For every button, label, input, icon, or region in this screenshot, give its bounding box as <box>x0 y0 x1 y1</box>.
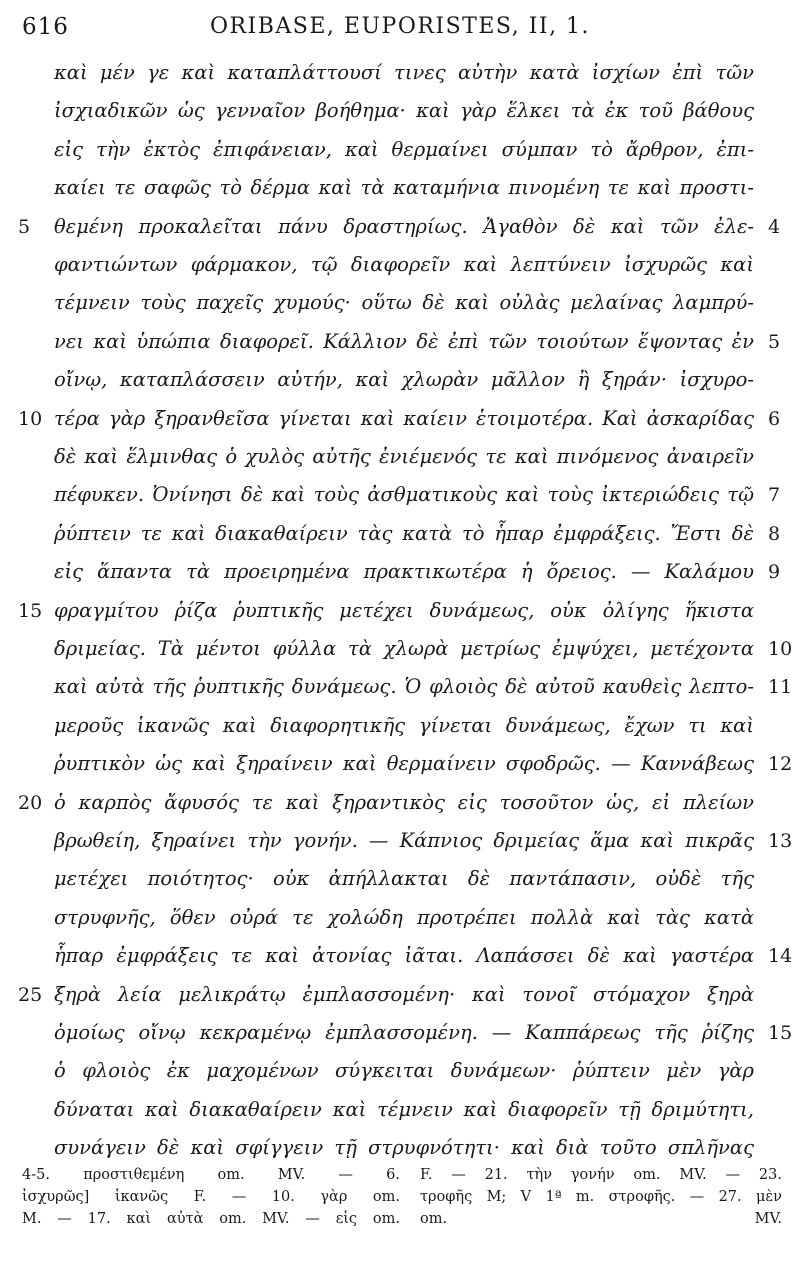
text-line <box>0 592 800 630</box>
line-text: καὶ μέν γε καὶ καταπλάττουσί τινες αὐτὴν κατὰ ἰσχίων ἐπὶ τῶν <box>54 61 754 84</box>
footnote-line: M. — 17. καὶ αὐτὰ om. MV. — εἰς om. <box>22 1211 400 1227</box>
line-text: μετέχει ποιότητος· οὐκ ἀπήλλακται δὲ παντάπασιν, οὐδὲ τῆς <box>54 867 754 891</box>
line-text: δὲ καὶ ἕλμινθας ὁ χυλὸς αὐτῆς ἐνιέμενός τε καὶ πινόμενος ἀναιρεῖν <box>54 445 754 468</box>
section-number: 13 <box>768 830 793 852</box>
text-line <box>0 1014 800 1052</box>
line-number: 25 <box>18 983 43 1006</box>
footnotes-right-column <box>420 1164 782 1230</box>
line-text: ῥυπτικὸν ὡς καὶ ξηραίνειν καὶ θερμαίνειν σφοδρῶς. — Καννάβεως <box>54 752 754 776</box>
line-text: φαντιώντων φάρμακον, τῷ διαφορεῖν καὶ λεπτύνειν ἰσχυρῶς καὶ <box>54 253 754 276</box>
line-number: 10 <box>18 407 43 430</box>
line-text: νει καὶ ὑπώπια διαφορεῖ. Κάλλιον δὲ ἐπὶ τῶν τοιούτων ἕψοντας ἐν <box>54 329 754 353</box>
text-line <box>0 476 800 514</box>
line-text: πέφυκεν. Ὀνίνησι δὲ καὶ τοὺς ἀσθματικοὺς καὶ τοὺς ἰκτεριώδεις τῷ <box>54 483 754 507</box>
line-text: δύναται καὶ διακαθαίρειν καὶ τέμνειν καὶ διαφορεῖν τῇ δριμύτητι, <box>54 1097 754 1121</box>
text-line <box>0 131 800 169</box>
text-line <box>0 899 800 937</box>
text-line <box>0 1129 800 1167</box>
footnotes-left-column <box>22 1164 400 1230</box>
text-line <box>0 208 800 246</box>
line-number: 5 <box>18 215 31 238</box>
footnote-line: 4-5. προστιθεμένη om. MV. — 6. <box>22 1167 400 1183</box>
line-text: εἰς ἅπαντα τὰ προειρημένα πρακτικωτέρα ἡ ὄρειος. — Καλάμου <box>54 560 754 584</box>
line-text: μεροῦς ἱκανῶς καὶ διαφορητικῆς γίνεται δυνάμεως, ἔχων τι καὶ <box>54 713 754 737</box>
text-line <box>0 515 800 553</box>
text-line <box>0 745 800 783</box>
line-text: καίει τε σαφῶς τὸ δέρμα καὶ τὰ καταμήνια πινομένη τε καὶ προστι- <box>54 176 754 200</box>
line-text: ἧπαρ ἐμφράξεις τε καὶ ἀτονίας ἰᾶται. Λαπάσσει δὲ καὶ γαστέρα <box>54 944 754 968</box>
line-text: ῥύπτειν τε καὶ διακαθαίρειν τὰς κατὰ τὸ ἧπαρ ἐμφράξεις. Ἔστι δὲ <box>54 521 754 545</box>
line-text: τέρα γὰρ ξηρανθεῖσα γίνεται καὶ καίειν ἑτοιμοτέρα. Καὶ ἀσκαρίδας <box>54 406 754 430</box>
line-number: 20 <box>18 791 43 814</box>
section-number: 15 <box>768 1022 793 1044</box>
line-number: 15 <box>18 599 43 622</box>
section-number: 4 <box>768 215 781 238</box>
line-text: συνάγειν δὲ καὶ σφίγγειν τῇ στρυφνότητι· καὶ διὰ τοῦτο σπλῆνας <box>54 1136 754 1160</box>
line-text: καὶ αὐτὰ τῆς ῥυπτικῆς δυνάμεως. Ὁ φλοιὸς δὲ αὐτοῦ καυθεὶς λεπτο- <box>54 675 754 699</box>
line-text: εἰς τὴν ἐκτὸς ἐπιφάνειαν, καὶ θερμαίνει σύμπαν τὸ ἄρθρον, ἐπι- <box>54 137 754 161</box>
text-line <box>0 860 800 898</box>
text-line <box>0 438 800 476</box>
line-text: θεμένη προκαλεῖται πάνυ δραστηρίως. Ἀγαθὸν δὲ καὶ τῶν ἐλε- <box>54 214 754 238</box>
line-text: ὁ φλοιὸς ἐκ μαχομένων σύγκειται δυνάμεων· ῥύπτειν μὲν γὰρ <box>54 1059 754 1083</box>
line-text: οἴνῳ, καταπλάσσειν αὐτήν, καὶ χλωρὰν μᾶλλον ἢ ξηράν· ἰσχυρο- <box>54 368 754 392</box>
text-line <box>0 246 800 284</box>
text-line <box>0 784 800 822</box>
text-line <box>0 323 800 361</box>
text-line <box>0 937 800 975</box>
line-text: ὁ καρπὸς ἄφυσός τε καὶ ξηραντικὸς εἰς τοσοῦτον ὡς, εἰ πλείων <box>54 790 754 814</box>
text-line <box>0 976 800 1014</box>
text-line <box>0 630 800 668</box>
text-line <box>0 707 800 745</box>
section-number: 6 <box>768 407 781 430</box>
section-number: 5 <box>768 330 781 353</box>
running-title: ORIBASE, EUPORISTES, II, 1. <box>209 14 591 39</box>
line-text: βρωθείη, ξηραίνει τὴν γονήν. — Κάπνιος δριμείας ἅμα καὶ πικρᾶς <box>54 829 754 852</box>
footnote-line: τροφῆς M; V 1ª m. στροφῆς. — 27. μὲν <box>420 1189 782 1205</box>
line-text: στρυφνῆς, ὅθεν οὐρά τε χολώδη προτρέπει πολλὰ καὶ τὰς κατὰ <box>54 905 754 929</box>
line-text: δριμείας. Τὰ μέντοι φύλλα τὰ χλωρὰ μετρίως ἐμψύχει, μετέχοντα <box>54 637 754 660</box>
text-line <box>0 553 800 591</box>
line-text: τέμνειν τοὺς παχεῖς χυμούς· οὕτω δὲ καὶ οὐλὰς μελαίνας λαμπρύ- <box>54 291 754 315</box>
page-number: 616 <box>22 14 69 40</box>
text-line <box>0 169 800 207</box>
section-number: 11 <box>768 676 793 699</box>
footnote-line: F. — 21. τὴν γονήν om. MV. — 23. <box>420 1167 782 1183</box>
page-header <box>0 14 800 46</box>
footnote-line: om. MV. <box>420 1211 782 1227</box>
text-line <box>0 54 800 92</box>
text-line <box>0 92 800 130</box>
footnote-line: ἰσχυρῶς] ἱκανῶς F. — 10. γὰρ om. <box>22 1189 400 1205</box>
text-line <box>0 400 800 438</box>
line-text: ὁμοίως οἴνῳ κεκραμένῳ ἐμπλασσομένη. — Καππάρεως τῆς ῥίζης <box>54 1021 754 1044</box>
text-line <box>0 1091 800 1129</box>
text-line <box>0 361 800 399</box>
line-text: ξηρὰ λεία μελικράτῳ ἐμπλασσομένη· καὶ τονοῖ στόμαχον ξηρὰ <box>54 982 754 1006</box>
section-number: 10 <box>768 638 793 660</box>
section-number: 9 <box>768 561 781 584</box>
section-number: 14 <box>768 945 793 968</box>
text-line <box>0 1052 800 1090</box>
section-number: 12 <box>768 753 793 776</box>
text-line <box>0 284 800 322</box>
line-text: φραγμίτου ῥίζα ῥυπτικῆς μετέχει δυνάμεως, οὐκ ὀλίγης ἥκιστα <box>54 598 754 622</box>
text-line <box>0 822 800 860</box>
line-text: ἰσχιαδικῶν ὡς γενναῖον βοήθημα· καὶ γὰρ ἕλκει τὰ ἐκ τοῦ βάθους <box>54 99 754 123</box>
text-line <box>0 668 800 706</box>
section-number: 7 <box>768 484 781 507</box>
section-number: 8 <box>768 522 781 545</box>
